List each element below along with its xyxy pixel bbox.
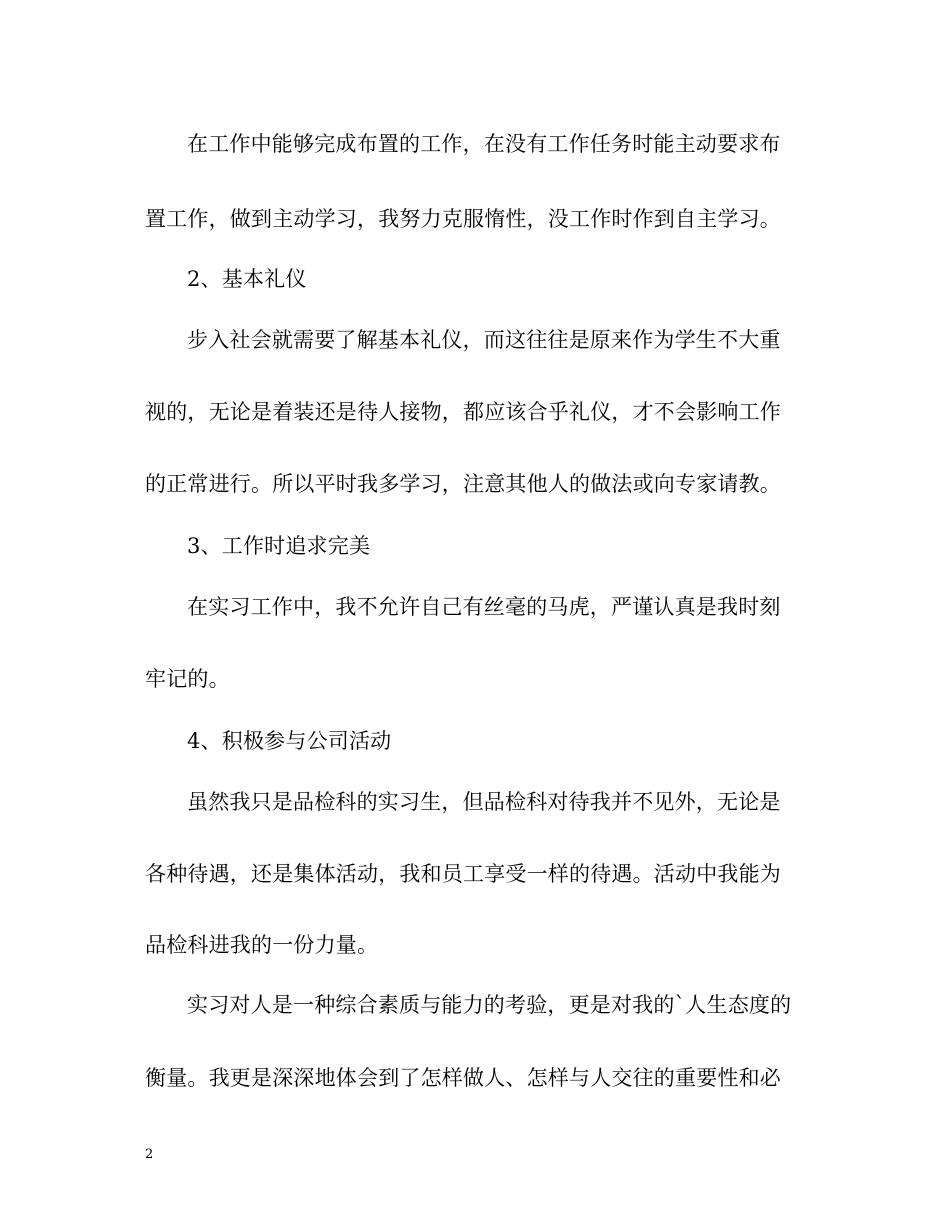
paragraph-line-9: 牢记的。 — [145, 667, 230, 691]
paragraph-line-11: 虽然我只是品检科的实习生，但品检科对待我并不见外，无论是 — [187, 790, 781, 814]
paragraph-line-1: 在工作中能够完成布置的工作，在没有工作任务时能主动要求布 — [187, 132, 781, 156]
paragraph-line-13: 品检科进我的一份力量。 — [145, 933, 379, 957]
paragraph-line-4: 步入社会就需要了解基本礼仪，而这往往是原来作为学生不大重 — [187, 328, 781, 352]
paragraph-line-6: 的正常进行。所以平时我多学习，注意其他人的做法或向专家请教。 — [145, 472, 781, 496]
paragraph-line-8: 在实习工作中，我不允许自己有丝毫的马虎，严谨认真是我时刻 — [187, 595, 781, 619]
paragraph-line-2: 置工作，做到主动学习，我努力克服惰性，没工作时作到自主学习。 — [145, 207, 781, 231]
paragraph-line-12: 各种待遇，还是集体活动，我和员工享受一样的待遇。活动中我能为 — [145, 862, 781, 886]
section-heading-3: 3、工作时追求完美 — [187, 534, 371, 558]
paragraph-line-15: 衡量。我更是深深地体会到了怎样做人、怎样与人交往的重要性和必 — [145, 1066, 781, 1090]
section-heading-4: 4、积极参与公司活动 — [187, 729, 392, 753]
page-number: 2 — [145, 1147, 154, 1162]
paragraph-line-5: 视的，无论是着装还是待人接物，都应该合乎礼仪，才不会影响工作 — [145, 400, 781, 424]
paragraph-line-14: 实习对人是一种综合素质与能力的考验，更是对我的`人生态度的 — [187, 993, 792, 1017]
section-heading-2: 2、基本礼仪 — [187, 267, 307, 291]
